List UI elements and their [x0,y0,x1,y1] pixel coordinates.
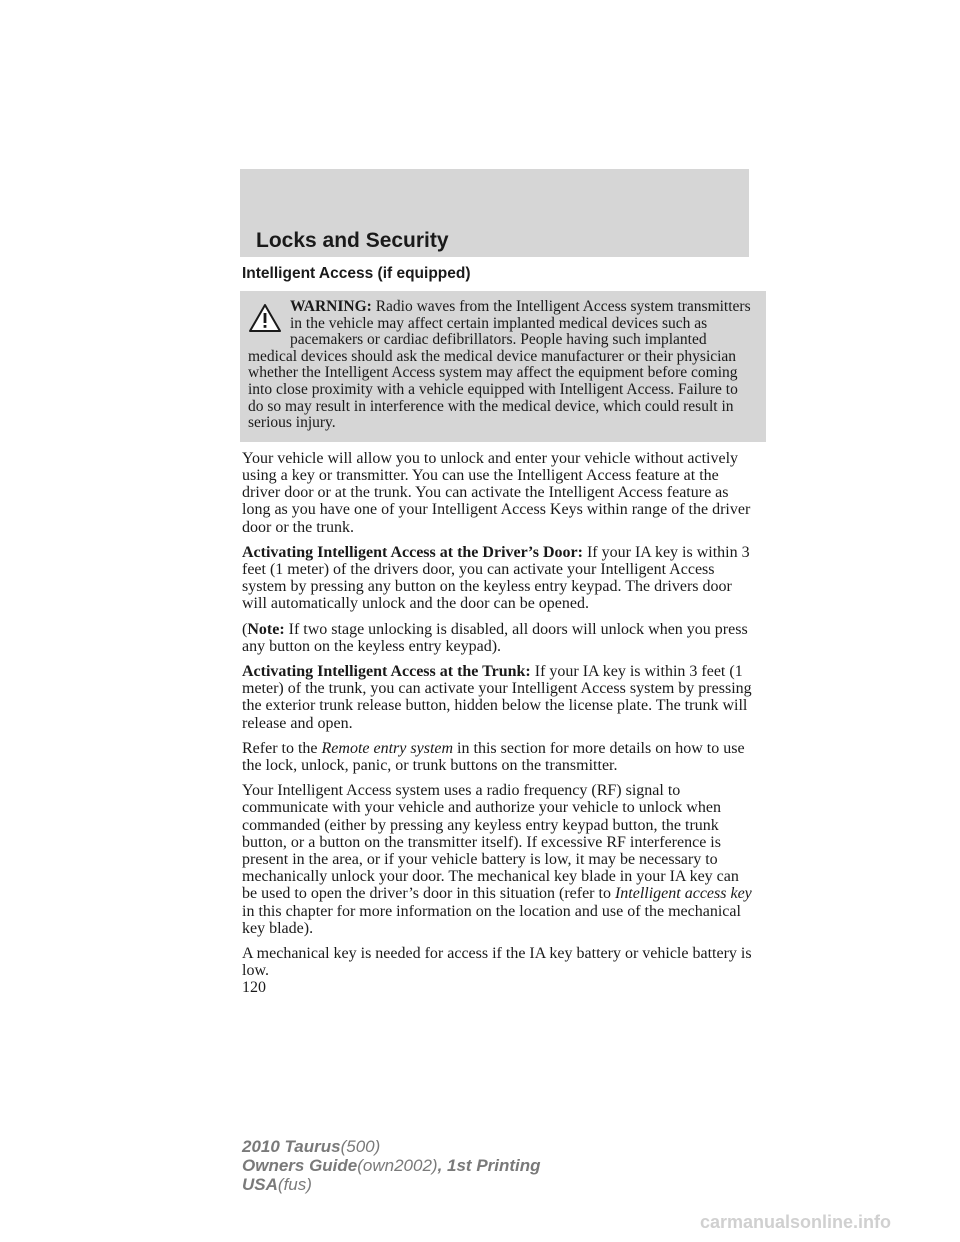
remote-entry-reference: Remote entry system [321,739,454,757]
intelligent-key-reference: Intelligent access key [614,885,752,903]
remote-entry-paragraph [242,740,754,774]
warning-triangle-icon [248,303,282,333]
rf-signal-text-a: Your Intelligent Access system uses a radio frequency (RF) signal to communicate with your vehicle and authorize your vehicle to unlock when commanded (either by pressing any keyless entry keypad button, the trunk button, or a button on the transmitter itself). If excessive RF interference is present in the area, or if your vehicle battery is low, it may be necessary to mechanically unlock your door. The mechanical key blade in your IA key can be used to open the driver’s door in this situation (refer to [242,782,739,903]
note-label: Note: [247,620,285,638]
footer-model: 2010 Taurus [242,1137,341,1156]
note-paragraph [242,621,754,655]
page-content [242,265,754,997]
driver-door-text: If your IA key is within 3 feet (1 meter) of the drivers door, you can activate your Intelligent Access system by pressing any button on the keyless entry keypad. The drivers door will automatically unlock and the door can be opened. [242,543,750,613]
chapter-header-band [240,169,749,257]
footer-market: USA [242,1175,278,1194]
trunk-label: Activating Intelligent Access at the Trunk: [242,662,531,680]
warning-label: WARNING: [290,298,372,315]
footer-line-2 [242,1156,541,1175]
note-text: If two stage unlocking is disabled, all doors will unlock when you press any button on the keyless entry keypad). [242,620,748,655]
footer-guide-code: (own2002) [357,1156,438,1175]
warning-box [240,291,766,442]
footer-line-3 [242,1175,541,1194]
section-heading: Intelligent Access (if equipped) [242,265,471,282]
note-open-paren: ( [242,620,248,638]
remote-entry-text-a: Refer to the [242,739,318,757]
page-number: 120 [242,979,266,997]
footer-guide: Owners Guide [242,1156,358,1175]
trunk-text: If your IA key is within 3 feet (1 meter) of the trunk, you can activate your Intelligent Access system by pressing the exterior trunk release button, hidden below the license plate. The trunk will release and open. [242,662,752,732]
driver-door-paragraph [242,544,754,613]
document-footer [242,1137,541,1194]
chapter-title: Locks and Security [256,229,449,252]
mechanical-key-paragraph: A mechanical key is needed for access if the IA key battery or vehicle battery is low. [242,945,752,980]
footer-printing: , 1st Printing [437,1156,541,1175]
warning-text: Radio waves from the Intelligent Access system transmitters in the vehicle may affect certain implanted medical devices such as pacemakers or cardiac defibrillators. People having such implanted medical devices should ask the medical device manufacturer or their physician whether the Intelligent Access system may affect the equipment before coming into close proximity with a vehicle equipped with Intelligent Access. Failure to do so may result in interference with the medical device, which could result in serious injury. [248,298,751,432]
footer-model-code: (500) [340,1137,381,1156]
rf-signal-text-b: in this chapter for more information on the location and use of the mechanical key blade). [242,902,741,937]
rf-signal-paragraph [242,782,754,937]
remote-entry-text-b: in this section for more details on how to use the lock, unlock, panic, or trunk buttons on the transmitter. [242,739,745,774]
driver-door-label: Activating Intelligent Access at the Driver’s Door: [242,543,583,561]
watermark: carmanualsonline.info [700,1212,892,1232]
trunk-paragraph [242,663,754,732]
footer-market-code: (fus) [277,1175,312,1194]
intro-paragraph: Your vehicle will allow you to unlock and enter your vehicle without actively using a key or transmitter. You can use the Intelligent Access feature at the driver door or at the trunk. You can activate the Intelligent Access feature as long as you have one of your Intelligent Access Keys within range of the driver door or the trunk. [242,449,751,536]
footer-line-1 [242,1137,541,1156]
